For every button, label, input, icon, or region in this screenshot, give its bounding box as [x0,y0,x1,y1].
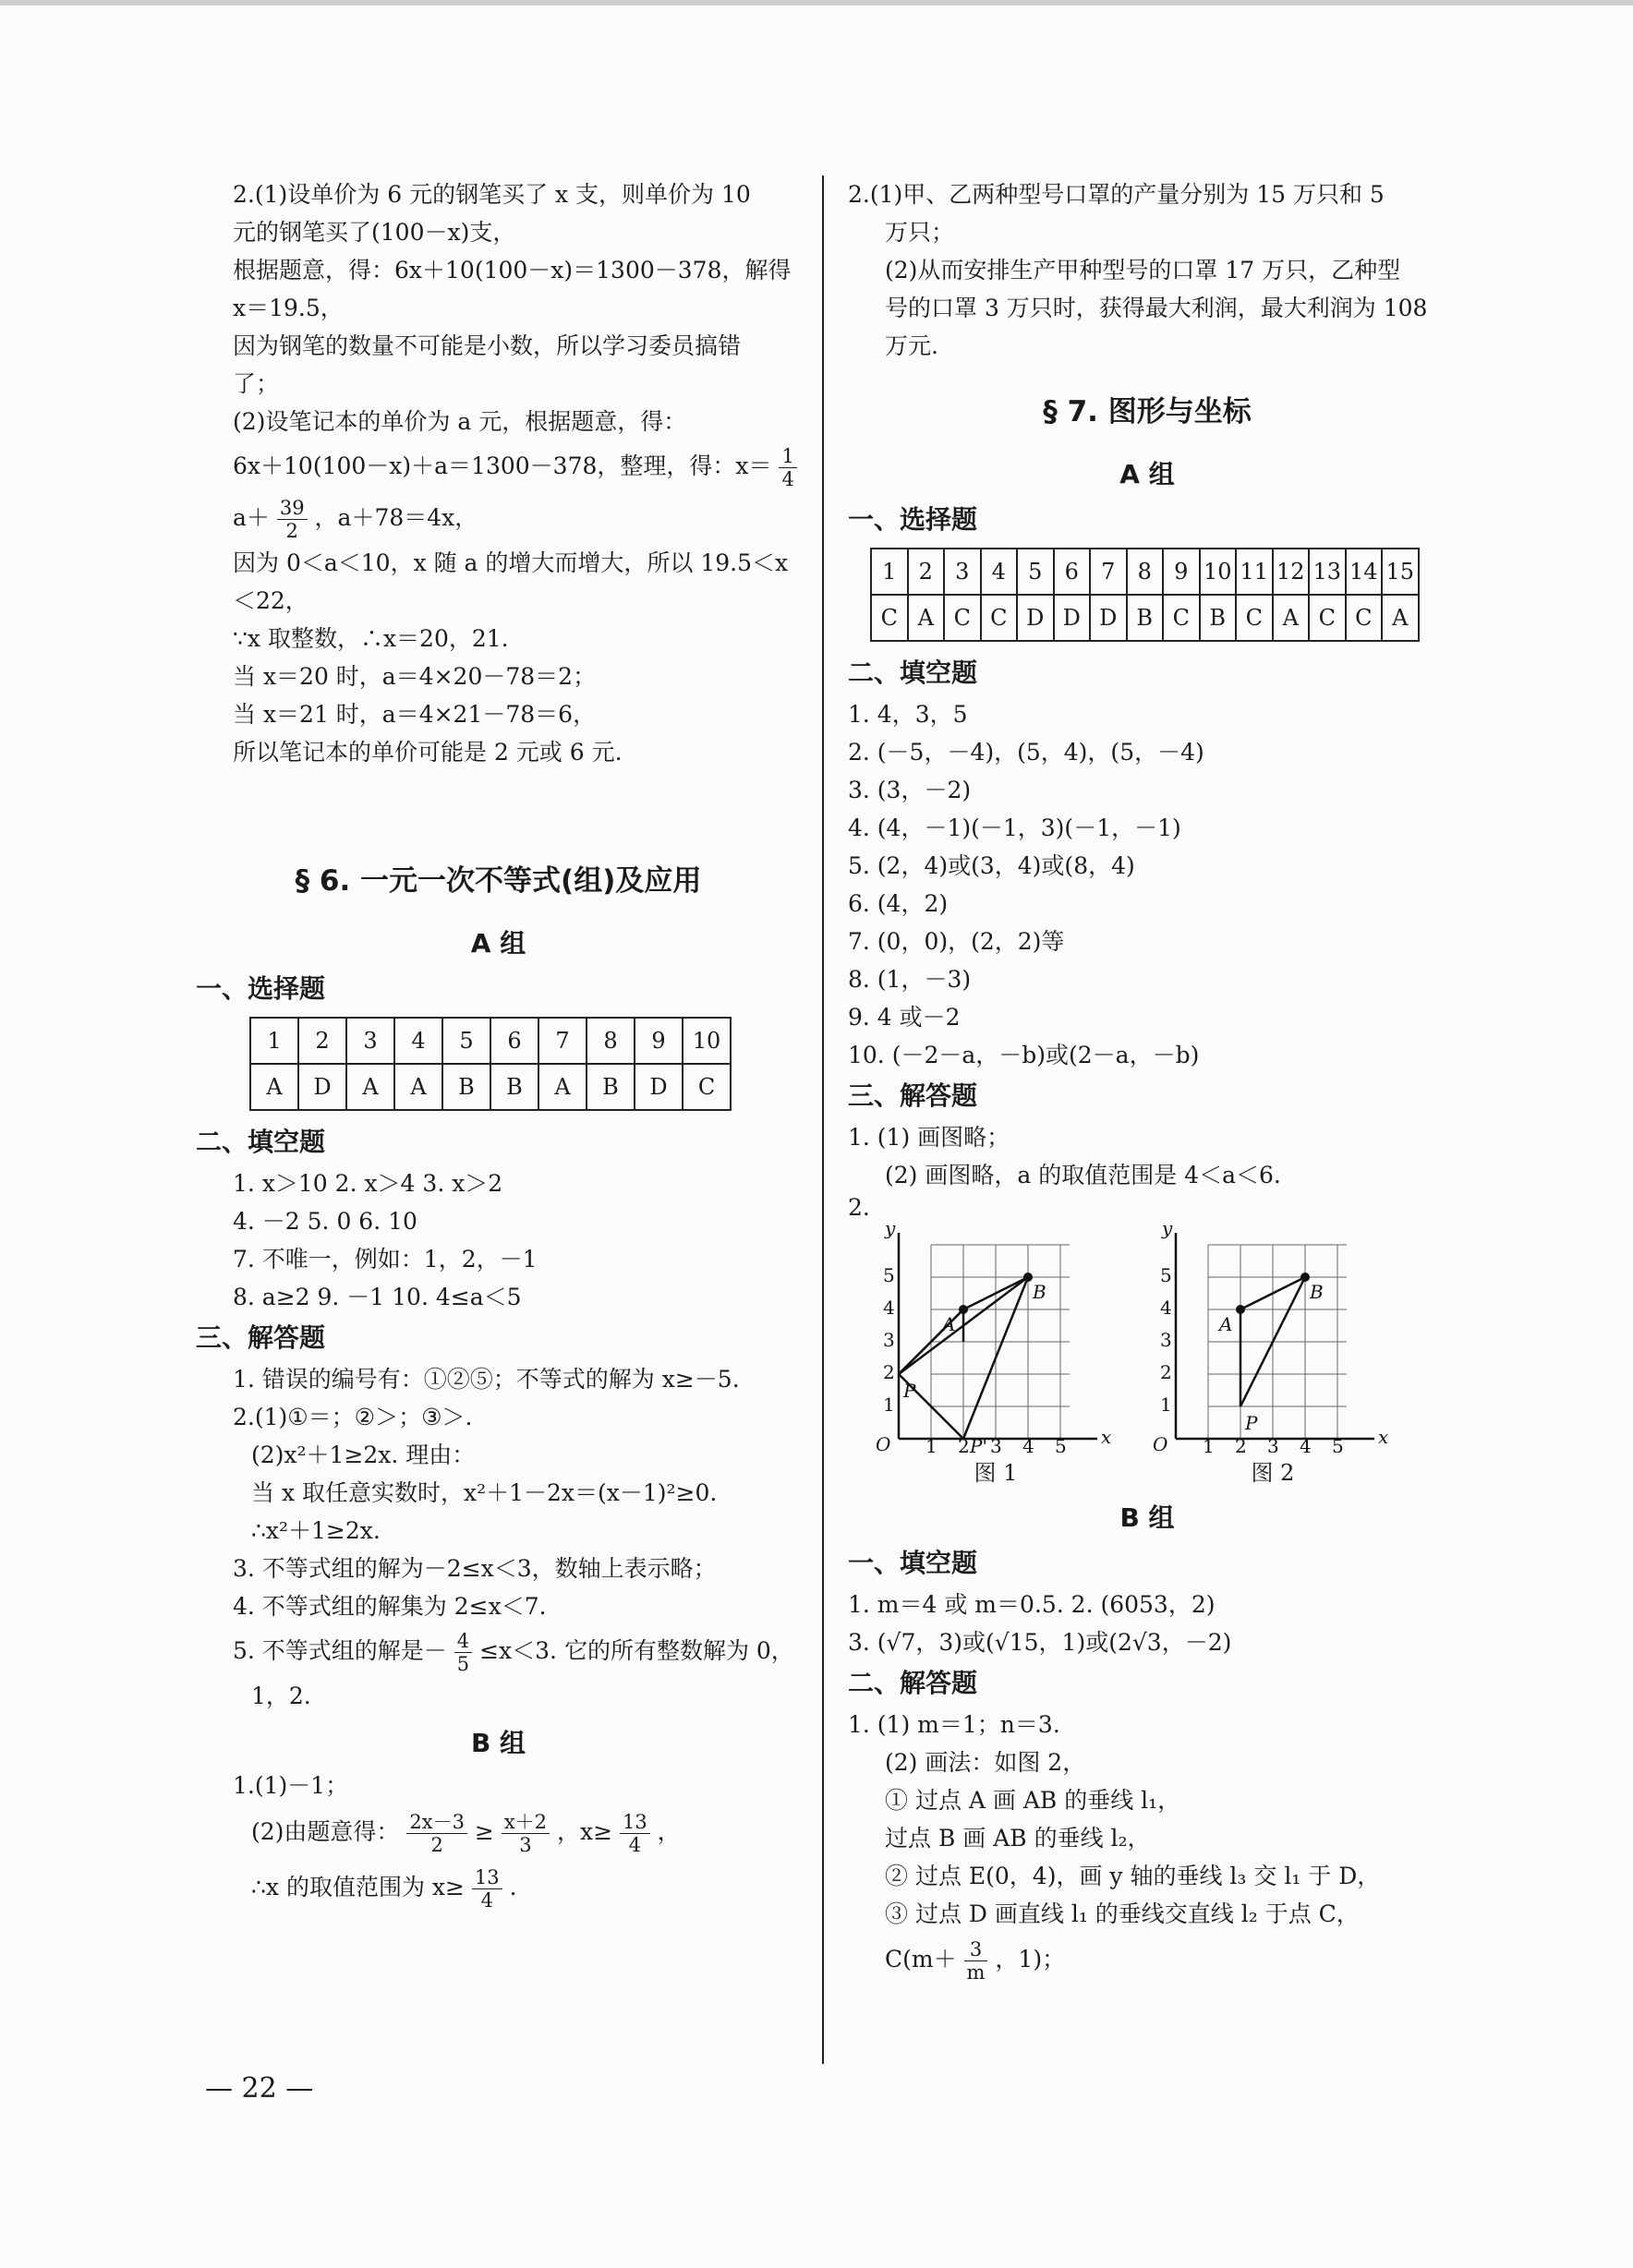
text-line: 当 x＝20 时，a＝4×20－78＝2； [233,663,597,690]
point-a-label: A [1219,1313,1233,1335]
section-title: § 7. 图形与坐标 [1043,395,1252,428]
text-line: 2.(1)①＝；②＞；③＞. [233,1404,473,1430]
table-cell: A [250,1064,298,1110]
x-axis-label: x [1101,1426,1112,1448]
table-cell: 8 [1127,549,1164,595]
x-tick: 4 [1300,1435,1312,1453]
text-line: 2. [848,1194,870,1221]
text-line: 当 x＝21 时，a＝4×21－78＝6， [233,701,597,728]
answer-row [250,1064,731,1110]
group-heading: A 组 [470,928,526,959]
fraction: $\frac{13}{4}$ [472,1866,502,1912]
table-cell: 6 [490,1018,538,1064]
fraction: $\frac{2x-3}{2}$ [406,1811,467,1856]
y-tick: 1 [1160,1393,1172,1416]
fraction: $\frac{x+2}{3}$ [502,1811,550,1856]
last-end: ，1)； [995,1946,1066,1972]
table-cell: B [587,1064,635,1110]
table-cell: D [1090,595,1127,641]
table-cell: 4 [981,549,1018,595]
scan-top-edge [0,0,1633,6]
figure-2 [1153,1222,1393,1490]
text-line: 元的钢笔买了(100－x)支， [233,219,516,246]
text-line: 4. 不等式组的解集为 2≤x＜7. [233,1593,547,1620]
coordinate-graph-2 [1153,1222,1393,1453]
table-cell: 11 [1236,549,1273,595]
table-cell: D [1054,595,1091,641]
text-line: 8. a≥2 9. －1 10. 4≤a＜5 [233,1284,522,1310]
b2-end: ， [657,1818,681,1845]
fraction: $\frac{4}{5}$ [454,1630,472,1675]
origin-label: O [876,1433,891,1453]
text-line: 4. －2 5. 0 6. 10 [233,1208,417,1235]
table-cell: 15 [1382,549,1419,595]
table-cell: 1 [871,549,908,595]
text-line: 3. (√7，3)或(√15，1)或(2√3，－2) [848,1629,1232,1656]
group-heading: B 组 [1119,1502,1175,1533]
table-cell: D [1017,595,1054,641]
text-line: 当 x 取任意实数时，x²＋1－2x＝(x－1)²≥0. [251,1479,718,1506]
figure-2-caption: 图 2 [1251,1460,1295,1486]
text-line: 万只； [885,219,955,246]
text-line: ② 过点 E(0，4)，画 y 轴的垂线 l₃ 交 l₁ 于 D， [885,1863,1381,1889]
equation-line [196,1860,801,1915]
x-tick: 3 [1267,1435,1279,1453]
text-line: 8. (1，－3) [848,966,972,993]
text-line: 4. (4，－1)(－1，3)(－1，－1) [848,814,1181,841]
table-cell: C [1163,595,1200,641]
table-cell: B [1127,595,1164,641]
y-tick: 1 [883,1393,895,1416]
text-line: ③ 过点 D 画直线 l₁ 的垂线交直线 l₂ 于点 C， [885,1900,1360,1927]
answer-row [871,595,1419,641]
text-line: 1.(1)－1； [233,1772,349,1799]
text-line: 5. (2，4)或(3，4)或(8，4) [848,852,1135,879]
table-cell: 3 [944,549,981,595]
text-line: 因为 0＜a＜10，x 随 a 的增大而增大，所以 19.5＜x [233,549,789,576]
section-title: § 6. 一元一次不等式(组)及应用 [295,864,702,898]
text-line: (2)x²＋1≥2x. 理由： [251,1442,476,1468]
equation-line [196,1804,801,1860]
text-line: 1. x＞10 2. x＞4 3. x＞2 [233,1170,503,1197]
table-cell: 6 [1054,549,1091,595]
text-line: (2)从而安排生产甲种型号的口罩 17 万只，乙种型 [885,257,1401,284]
text-line: 9. 4 或－2 [848,1004,961,1031]
table-cell: 8 [587,1018,635,1064]
table-cell: C [981,595,1018,641]
eq-end: ，a＋78＝4x， [314,504,478,531]
figure-1-caption: 图 1 [974,1460,1018,1486]
text-line: 过点 B 画 AB 的垂线 l₂， [885,1825,1151,1852]
text-line: x＝19.5， [233,295,344,321]
x-axis-label: x [1378,1426,1389,1448]
b2-mid: ，x≥ [556,1818,613,1845]
coordinate-graph-1 [876,1222,1116,1453]
table-cell: C [1309,595,1346,641]
b2-start: (2)由题意得： [251,1818,400,1845]
page-number: — 22 — [205,2072,314,2105]
text-line: 1. (1) m＝1；n＝3. [848,1711,1060,1738]
column-divider [822,175,824,2064]
text-line: (2) 画图略，a 的取值范围是 4＜a＜6. [885,1162,1281,1188]
y-tick: 4 [883,1297,895,1319]
table-cell: A [538,1064,587,1110]
heading-solve: 三、解答题 [196,1322,326,1353]
table-cell: B [442,1064,490,1110]
y-tick: 3 [883,1329,895,1351]
table-cell: C [1236,595,1273,641]
text-line: 2.(1)甲、乙两种型号口罩的产量分别为 15 万只和 5 [848,181,1385,208]
x-tick: 5 [1332,1435,1344,1453]
table-cell: 13 [1309,549,1346,595]
table-cell: C [944,595,981,641]
table-cell: 4 [394,1018,442,1064]
table-cell: D [635,1064,683,1110]
solve5-start: 5. 不等式组的解是－ [233,1637,447,1664]
table-cell: A [908,595,945,641]
table-cell: 5 [442,1018,490,1064]
y-tick: 2 [883,1361,895,1383]
figure-1 [876,1222,1116,1490]
fraction: $\frac{1}{4}$ [779,445,796,490]
b2-op: ≥ [474,1818,494,1845]
table-cell: 1 [250,1018,298,1064]
point-p-label: P [903,1380,916,1402]
table-cell: A [1382,595,1419,641]
text-line: 1. 4，3，5 [848,701,968,728]
equation-line [848,1933,1446,1986]
text-line: 所以笔记本的单价可能是 2 元或 6 元. [233,739,623,766]
equation-line [196,492,801,544]
table-cell: 2 [298,1018,346,1064]
heading-fill: 二、填空题 [196,1127,326,1157]
x-tick: 2 [958,1435,970,1453]
point-b-label: B [1310,1281,1324,1303]
x-tick: 1 [925,1435,937,1453]
table-cell: 10 [683,1018,731,1064]
table-cell: 14 [1346,549,1383,595]
fraction: $\frac{39}{2}$ [277,497,308,542]
b3-start: ∴x 的取值范围为 x≥ [251,1874,465,1900]
text-line: 1. m＝4 或 m＝0.5. 2. (6053，2) [848,1591,1216,1618]
text-line: 根据题意，得：6x＋10(100－x)＝1300－378，解得 [233,257,792,284]
table-cell: 10 [1200,549,1237,595]
point-p-prime-label: P' [970,1435,987,1453]
table-cell: 3 [346,1018,394,1064]
text-line: 因为钢笔的数量不可能是小数，所以学习委员搞错 [233,332,742,359]
equation-line [196,1625,801,1677]
heading-fill: 二、填空题 [848,657,978,688]
fraction: $\frac{3}{m}$ [964,1938,988,1984]
y-tick: 5 [1160,1264,1172,1286]
right-column [848,175,1446,1986]
heading-solve-b: 二、解答题 [848,1668,978,1698]
table-cell: A [346,1064,394,1110]
y-axis-label: y [1162,1222,1173,1239]
equation-line [196,440,801,492]
x-tick: 4 [1022,1435,1034,1453]
point-b-label: B [1033,1281,1046,1303]
text-line: 1，2. [251,1683,311,1709]
text-line: ＜22， [233,587,308,614]
table-cell: C [1346,595,1383,641]
solve5-end: ≤x＜3. 它的所有整数解为 0， [479,1637,794,1664]
x-tick: 5 [1055,1435,1067,1453]
text-line: ∴x²＋1≥2x. [251,1517,381,1544]
text-line: 2.(1)设单价为 6 元的钢笔买了 x 支，则单价为 10 [233,181,751,208]
text-line: ① 过点 A 画 AB 的垂线 l₁， [885,1787,1181,1814]
text-line: 3. (3，－2) [848,777,972,803]
x-tick: 3 [990,1435,1002,1453]
x-tick: 2 [1235,1435,1247,1453]
table-cell: 7 [538,1018,587,1064]
group-heading: B 组 [470,1728,526,1758]
b3-end: . [509,1874,517,1900]
heading-choice: 一、选择题 [848,504,978,535]
y-tick: 4 [1160,1297,1172,1319]
last-start: C(m＋ [885,1946,957,1972]
answer-table [249,1017,732,1111]
eq-mid: a＋ [233,504,270,531]
table-cell: 2 [908,549,945,595]
text-line: 7. 不唯一，例如：1，2，－1 [233,1246,538,1273]
text-line: (2) 画法：如图 2， [885,1749,1086,1776]
table-cell: 5 [1017,549,1054,595]
heading-choice: 一、选择题 [196,973,326,1004]
y-axis-label: y [885,1222,896,1239]
text-line: 了； [233,370,280,397]
origin-label: O [1153,1433,1168,1453]
table-cell: B [1200,595,1237,641]
x-tick: 1 [1203,1435,1215,1453]
table-cell: 9 [1163,549,1200,595]
table-cell: C [683,1064,731,1110]
table-cell: A [1273,595,1310,641]
table-cell: 9 [635,1018,683,1064]
eq-start: 6x＋10(100－x)＋a＝1300－378，整理，得：x＝ [233,452,772,479]
text-line: 号的口罩 3 万只时，获得最大利润，最大利润为 108 [885,295,1428,321]
question-number-row [871,549,1419,595]
table-cell: D [298,1064,346,1110]
y-tick: 3 [1160,1329,1172,1351]
point-a-label: A [942,1313,956,1335]
table-cell: 7 [1090,549,1127,595]
text-line: ∵x 取整数，∴x＝20，21. [233,625,509,652]
point-p-label: P [1245,1412,1258,1434]
table-cell: B [490,1064,538,1110]
heading-fill-b: 一、填空题 [848,1548,978,1578]
figures-row [876,1222,1446,1490]
text-line: 10. (－2－a，－b)或(2－a，－b) [848,1042,1200,1068]
table-cell: C [871,595,908,641]
y-tick: 2 [1160,1361,1172,1383]
text-line: 3. 不等式组的解为－2≤x＜3，数轴上表示略； [233,1555,717,1582]
text-line: 万元. [885,332,938,359]
text-line: (2)设笔记本的单价为 a 元，根据题意，得： [233,408,687,435]
text-line: 6. (4，2) [848,890,949,917]
table-cell: 12 [1273,549,1310,595]
text-line: 2. (－5，－4)，(5，4)，(5，－4) [848,739,1204,766]
heading-solve: 三、解答题 [848,1080,978,1111]
answer-table [870,548,1420,642]
question-number-row [250,1018,731,1064]
text-line: 1. 错误的编号有：①②⑤；不等式的解为 x≥－5. [233,1366,740,1393]
group-heading: A 组 [1119,459,1175,489]
table-cell: A [394,1064,442,1110]
fraction: $\frac{13}{4}$ [620,1811,650,1856]
left-column [196,175,801,1915]
text-line: 7. (0，0)，(2，2)等 [848,928,1065,955]
text-line: 1. (1) 画图略； [848,1124,1010,1151]
y-tick: 5 [883,1264,895,1286]
